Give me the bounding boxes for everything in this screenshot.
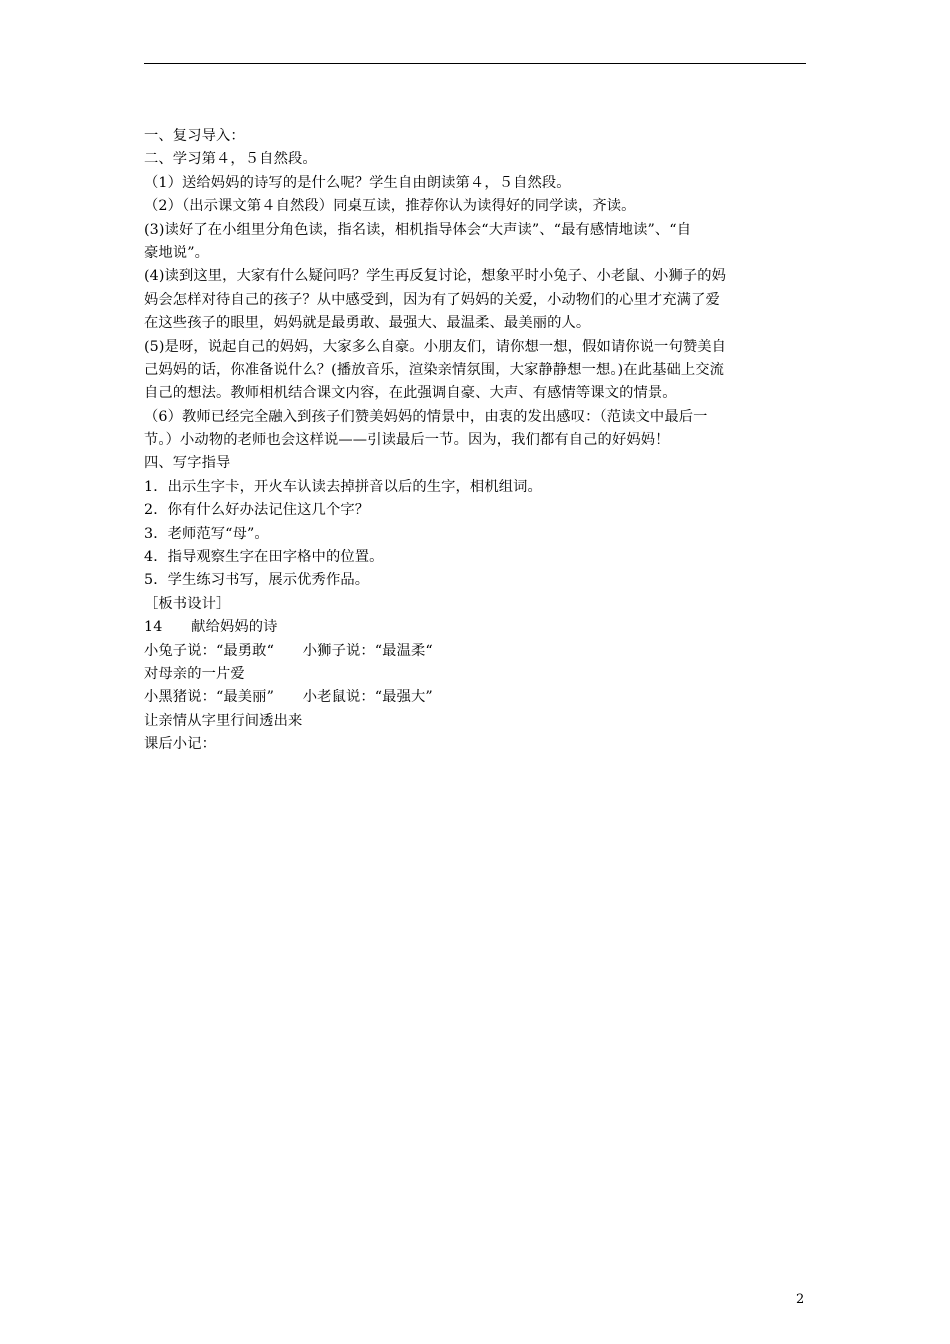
section-heading: 四、写字指导 (144, 455, 231, 472)
text-line: (4)读到这里，大家有什么疑问吗？学生再反复讨论，想象平时小兔子、小老鼠、小狮子的妈 (144, 268, 727, 285)
text-line: 二、学习第４，５自然段。 (144, 151, 317, 168)
text-line: 节。）小动物的老师也会这样说——引读最后一节。因为，我们都有自己的好妈妈！ (144, 432, 670, 449)
page-number: 2 (796, 1292, 805, 1307)
text-line: 4．指导观察生字在田字格中的位置。 (144, 549, 384, 566)
text-line: 让亲情从字里行间透出来 (144, 712, 303, 729)
document-body (144, 125, 812, 757)
text-line: 一、复习导入： (144, 128, 245, 144)
text-line: （1）送给妈妈的诗写的是什么呢？学生自由朗读第４，５自然段。 (144, 174, 571, 191)
text-line: 3．老师范写“母”。 (144, 525, 269, 542)
text-line: (5)是呀，说起自己的妈妈，大家多么自豪。小朋友们，请你想一想，假如请你说一句赞美自 (144, 338, 727, 355)
section-heading: ［板书设计］ (144, 595, 231, 612)
text-line: 1．出示生字卡，开火车认读去掉拼音以后的生字，相机组词。 (144, 478, 542, 495)
text-line: 对母亲的一片爱 (144, 665, 245, 682)
text-line: 5．学生练习书写，展示优秀作品。 (144, 572, 370, 589)
text-line: 课后小记： (144, 736, 216, 753)
text-line: 小黑猪说：“最美丽” 小老鼠说：“最强大” (144, 689, 433, 706)
text-line: 小兔子说：“最勇敢“ 小狮子说：“最温柔“ (144, 642, 433, 659)
text-line: 豪地说”。 (144, 244, 209, 261)
text-line: 自己的想法。教师相机结合课文内容，在此强调自豪、大声、有感情等课文的情景。 (144, 385, 677, 402)
text-line: 己妈妈的话，你准备说什么？(播放音乐，渲染亲情氛围，大家静静想一想。)在此基础上交流 (144, 361, 725, 378)
text-line: （6）教师已经完全融入到孩子们赞美妈妈的情景中，由衷的发出感叹：（范读文中最后一 (144, 408, 708, 425)
text-line: 妈会怎样对待自己的孩子？从中感受到，因为有了妈妈的关爱，小动物们的心里才充满了爱 (144, 291, 720, 308)
text-line: (3)读好了在小组里分角色读，指名读，相机指导体会“大声读”、“最有感情地读”、“自 (144, 221, 692, 238)
text-line: 2．你有什么好办法记住这几个字？ (144, 502, 370, 519)
text-line: 14 献给妈妈的诗 (144, 619, 278, 636)
text-line: （2）（出示课文第４自然段）同桌互读，推荐你认为读得好的同学读，齐读。 (144, 198, 636, 215)
header-rule (144, 63, 806, 64)
text-line: 在这些孩子的眼里，妈妈就是最勇敢、最强大、最温柔、最美丽的人。 (144, 315, 591, 332)
